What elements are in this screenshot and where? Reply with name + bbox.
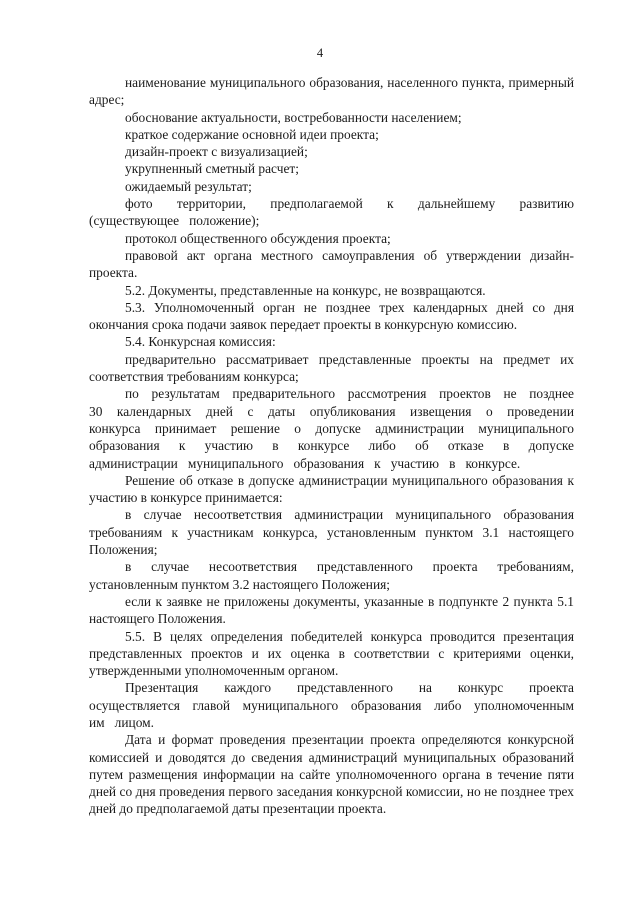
clause-5-4-decision: по результатам предварительного рассмотрения проектов не позднее 30 календарных дней с даты опубликования извещения о проведении конкурса принимает решение о допуске администрации муниципального образования к участию в конкурсе либо об отказе в допуске администрации муниципального образования к участию в конкурсе.	[89, 386, 574, 471]
refusal-reason-2: в случае несоответствия представленного проекта требованиям, установленным пунктом 3.2 настоящего Положения;	[89, 559, 574, 592]
list-item-design: дизайн-проект с визуализацией;	[125, 144, 308, 160]
list-item-protocol: протокол общественного обсуждения проекта;	[125, 230, 391, 246]
list-item-summary: краткое содержание основной идеи проекта;	[125, 126, 379, 142]
presentation-paragraph: Презентация каждого представленного на конкурс проекта осуществляется главой муниципального образования либо уполномоченным им лицом.	[89, 680, 574, 730]
list-item-photo: фото территории, предполагаемой к дальнейшему развитию (существующее положение);	[89, 196, 574, 229]
list-item-justification: обоснование актуальности, востребованности населением;	[125, 109, 462, 125]
list-item-result: ожидаемый результат;	[125, 178, 252, 194]
clause-5-5: 5.5. В целях определения победителей конкурса проводится презентация представленных проектов и их оценка в соответствии с критериями оценки, утвержденными уполномоченным органом.	[89, 628, 574, 679]
page-number: 4	[316, 46, 324, 60]
clause-5-2: 5.2. Документы, представленные на конкурс, не возвращаются.	[125, 282, 486, 298]
list-item-name-address: наименование муниципального образования, населенного пункта, примерный адрес;	[89, 75, 574, 108]
presentation-date-paragraph: Дата и формат проведения презентации проекта определяются конкурсной комиссией и доводятся до сведения администраций муниципальных образований путем размещения информации на сайте уполномоченного органа в течение пяти дней со дня проведения первого заседания конкурсной комиссии, но не позднее трех дней до предполагаемой даты презентации проекта.	[89, 732, 574, 817]
list-item-legal-act: правовой акт органа местного самоуправления об утверждении дизайн-проекта.	[89, 247, 574, 281]
clause-5-3: 5.3. Уполномоченный орган не позднее трех календарных дней со дня окончания срока подачи заявок передает проекты в конкурсную комиссию.	[89, 299, 574, 333]
refusal-reason-3: если к заявке не приложены документы, указанные в подпункте 2 пункта 5.1 настоящего Положения.	[89, 593, 574, 627]
list-item-estimate: укрупненный сметный расчет;	[125, 161, 299, 177]
clause-5-4-review: предварительно рассматривает представленные проекты на предмет их соответствия требованиям конкурса;	[89, 351, 574, 385]
refusal-intro: Решение об отказе в допуске администрации муниципального образования к участию в конкурсе принимается:	[89, 472, 574, 506]
refusal-reason-1: в случае несоответствия администрации муниципального образования требованиям к участникам конкурса, установленным пунктом 3.1 настоящего Положения;	[89, 507, 574, 558]
document-body	[89, 74, 574, 818]
clause-5-4: 5.4. Конкурсная комиссия:	[125, 334, 276, 350]
